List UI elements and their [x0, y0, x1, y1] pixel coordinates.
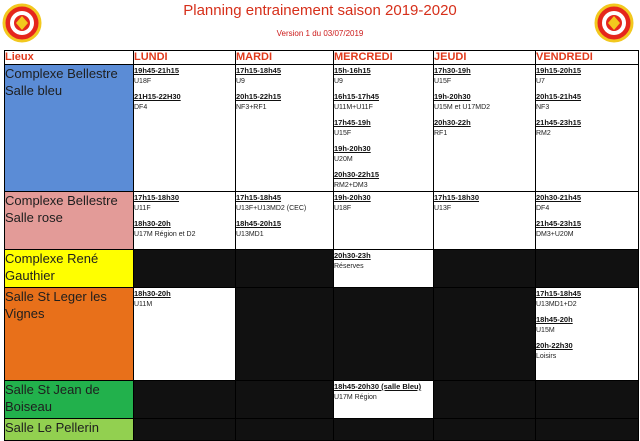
slot-group: U9 — [334, 78, 343, 85]
slot-time: 21H15-22H30 — [134, 92, 181, 101]
header-row — [5, 51, 639, 65]
slot-time: 20h30-22h15 — [334, 170, 380, 179]
slot-time: 16h15-17h45 — [334, 92, 380, 101]
slot-time: 19h45-21h15 — [134, 66, 180, 75]
slot-time: 19h-20h30 — [434, 92, 471, 101]
slot-time: 18h30-20h — [134, 289, 171, 298]
slot-mardi — [236, 250, 334, 288]
slot-group: U17M Région — [334, 394, 377, 401]
slot-mercredi — [334, 381, 434, 419]
slot-time: 17h15-18h45 — [536, 289, 582, 298]
lieu-cell: Salle St Jean de Boiseau — [5, 381, 134, 419]
slot-time: 17h45-19h — [334, 118, 371, 127]
slot-lundi — [134, 65, 236, 192]
slot-group: U15F — [334, 130, 352, 137]
slot-mercredi — [334, 192, 434, 250]
slot-mercredi — [334, 288, 434, 381]
slot-vendredi — [536, 288, 639, 381]
slot-lundi — [134, 192, 236, 250]
slot-mercredi — [334, 250, 434, 288]
slot-time: 20h15-21h45 — [536, 92, 582, 101]
col-header-lieux: Lieux — [5, 51, 134, 65]
slot-time: 20h15-22h15 — [236, 92, 282, 101]
col-header-lundi: LUNDI — [134, 51, 236, 65]
lieu-cell: Complexe Bellestre Salle bleu — [5, 65, 134, 192]
table-row — [5, 65, 639, 192]
slot-group: U13F+U13MD2 (CEC) — [236, 205, 307, 212]
slot-group: U11M+U11F — [334, 104, 373, 111]
col-header-vendredi: VENDREDI — [536, 51, 639, 65]
slot-group: U9 — [236, 78, 245, 85]
slot-lundi — [134, 288, 236, 381]
slot-time: 20h30-21h45 — [536, 193, 582, 202]
slot-time: 18h45-20h — [536, 315, 573, 324]
slot-group: Loisirs — [536, 353, 557, 360]
page-title: Planning entrainement saison 2019-2020 — [183, 2, 457, 19]
slot-vendredi — [536, 250, 639, 288]
table-row — [5, 288, 639, 381]
slot-vendredi — [536, 419, 639, 441]
slot-vendredi — [536, 192, 639, 250]
slot-group: U15M — [536, 327, 555, 334]
slot-group: U17M Région et D2 — [134, 231, 196, 238]
slot-time: 17h15-18h30 — [134, 193, 180, 202]
lieu-cell: Complexe Bellestre Salle rose — [5, 192, 134, 250]
slot-group: U18F — [134, 78, 152, 85]
slot-time: 19h15-20h15 — [536, 66, 582, 75]
col-header-jeudi: JEUDI — [434, 51, 536, 65]
slot-group: U11M — [134, 301, 153, 308]
slot-group: NF3+RF1 — [236, 104, 267, 111]
slot-time: 18h45-20h30 (salle Bleu) — [334, 382, 422, 391]
col-header-mardi: MARDI — [236, 51, 334, 65]
slot-jeudi — [434, 381, 536, 419]
lieu-cell: Salle St Leger les Vignes — [5, 288, 134, 381]
lieu-cell: Complexe René Gauthier — [5, 250, 134, 288]
slot-group: RM2 — [536, 130, 551, 137]
slot-jeudi — [434, 288, 536, 381]
slot-group: U13MD1 — [236, 231, 264, 238]
slot-group: U15M et U17MD2 — [434, 104, 491, 111]
slot-group: U18F — [334, 205, 352, 212]
slot-vendredi — [536, 65, 639, 192]
slot-time: 21h45-23h15 — [536, 219, 582, 228]
slot-lundi — [134, 381, 236, 419]
slot-time: 20h-22h30 — [536, 341, 573, 350]
slot-jeudi — [434, 419, 536, 441]
table-row — [5, 419, 639, 441]
slot-vendredi — [536, 381, 639, 419]
slot-group: DF4 — [536, 205, 550, 212]
slot-time: 19h-20h30 — [334, 193, 371, 202]
slot-jeudi — [434, 192, 536, 250]
slot-jeudi — [434, 65, 536, 192]
version-subtitle: Version 1 du 03/07/2019 — [276, 29, 364, 38]
slot-mardi — [236, 419, 334, 441]
slot-time: 20h30-22h — [434, 118, 471, 127]
slot-group: U13MD1+D2 — [536, 301, 577, 308]
slot-group: U7 — [536, 78, 545, 85]
slot-group: DM3+U20M — [536, 231, 574, 238]
slot-time: 20h30-23h — [334, 251, 371, 260]
slot-mercredi — [334, 419, 434, 441]
slot-mardi — [236, 192, 334, 250]
slot-group: U20M — [334, 156, 353, 163]
slot-lundi — [134, 250, 236, 288]
slot-lundi — [134, 419, 236, 441]
slot-group: RF1 — [434, 130, 448, 137]
slot-time: 17h15-18h30 — [434, 193, 480, 202]
slot-mardi — [236, 381, 334, 419]
slot-group: DF4 — [134, 104, 148, 111]
slot-time: 15h-16h15 — [334, 66, 371, 75]
slot-mardi — [236, 288, 334, 381]
lieu-cell: Salle Le Pellerin — [5, 419, 134, 441]
slot-time: 21h45-23h15 — [536, 118, 582, 127]
slot-time: 17h30-19h — [434, 66, 471, 75]
table-row — [5, 250, 639, 288]
table-row — [5, 381, 639, 419]
slot-group: U11F — [134, 205, 151, 212]
slot-mardi — [236, 65, 334, 192]
slot-time: 18h30-20h — [134, 219, 171, 228]
slot-time: 17h15-18h45 — [236, 66, 282, 75]
slot-mercredi — [334, 65, 434, 192]
slot-group: U15F — [434, 78, 452, 85]
slot-group: NF3 — [536, 104, 550, 111]
table-row — [5, 192, 639, 250]
slot-group: RM2+DM3 — [334, 182, 368, 189]
col-header-mercredi: MERCREDI — [334, 51, 434, 65]
slot-time: 17h15-18h45 — [236, 193, 282, 202]
slot-group: Réserves — [334, 263, 364, 270]
slot-time: 18h45-20h15 — [236, 219, 282, 228]
slot-jeudi — [434, 250, 536, 288]
slot-group: U13F — [434, 205, 452, 212]
schedule-table — [4, 50, 639, 441]
slot-time: 19h-20h30 — [334, 144, 371, 153]
